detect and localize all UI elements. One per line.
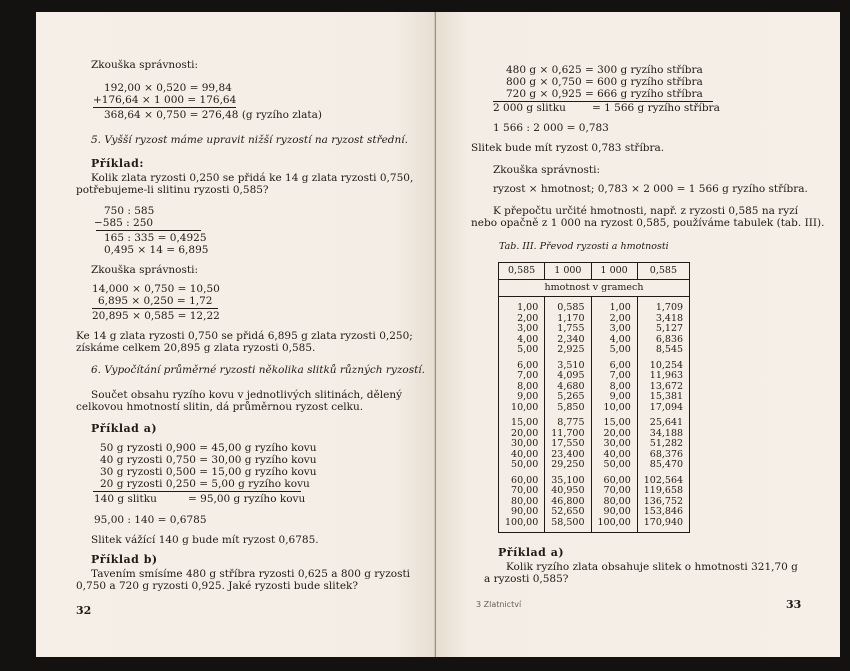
text-line: 0,750 a 720 g ryzosti 0,925. Jaké ryzosti bude slitek? — [76, 580, 359, 592]
page-number: 32 — [76, 604, 92, 617]
table-cell: 46,800 — [545, 497, 591, 508]
table-cell: 15,00 — [499, 413, 545, 429]
calc-line: 40 g ryzosti 0,750 = 30,00 g ryzího kovu — [100, 454, 317, 466]
text-line: K přepočtu určité hmotnosti, např. z ryzosti 0,585 na ryzí — [493, 205, 799, 217]
table-caption: Tab. III. Převod ryzosti a hmotnosti — [499, 241, 669, 252]
table-cell: 15,00 — [591, 413, 637, 429]
table-cell: 40,950 — [545, 486, 591, 497]
table-header-cell: 1 000 — [591, 263, 637, 280]
table-cell: 80,00 — [591, 497, 637, 508]
text-line: Zkouška správnosti: — [493, 164, 600, 176]
text-line: a ryzosti 0,585? — [484, 573, 569, 585]
table-row — [499, 486, 690, 497]
sum-rule — [96, 230, 201, 231]
table-cell: 136,752 — [637, 497, 689, 508]
table-cell: 50,00 — [499, 460, 545, 471]
table-cell: 2,925 — [545, 345, 591, 356]
table-cell: 5,850 — [545, 403, 591, 414]
table-cell: 6,836 — [637, 335, 689, 346]
text-line: Kolik ryzího zlata obsahuje slitek o hmotnosti 321,70 g — [506, 561, 798, 573]
table-cell: 3,00 — [499, 324, 545, 335]
table-row — [499, 345, 690, 356]
table-cell: 4,095 — [545, 371, 591, 382]
table-cell: 30,00 — [499, 439, 545, 450]
table-cell: 1,755 — [545, 324, 591, 335]
table-subheader-cell: hmotnost v gramech — [499, 280, 690, 297]
table-cell: 17,094 — [637, 403, 689, 414]
table-cell: 34,188 — [637, 429, 689, 440]
calc-line: −585 : 250 — [94, 217, 154, 229]
table-row — [499, 460, 690, 471]
table-cell: 85,470 — [637, 460, 689, 471]
table-cell: 90,00 — [591, 507, 637, 518]
table-cell: 70,00 — [499, 486, 545, 497]
text-line: Ke 14 g zlata ryzosti 0,750 se přidá 6,895 g zlata ryzosti 0,250; — [76, 330, 413, 342]
calc-line: 50 g ryzosti 0,900 = 45,00 g ryzího kovu — [100, 442, 317, 454]
text-line: potřebujeme-li slitinu ryzosti 0,585? — [76, 184, 269, 196]
calc-line: 2 000 g slitku — [493, 102, 566, 114]
calc-line: = 95,00 g ryzího kovu — [188, 493, 306, 505]
calc-line: 20,895 × 0,585 = 12,22 — [92, 310, 220, 322]
calc-line: 95,00 : 140 = 0,6785 — [94, 514, 207, 526]
table-cell: 7,00 — [499, 371, 545, 382]
table-row — [499, 297, 690, 314]
table-subheader-row — [499, 280, 690, 297]
table-cell: 60,00 — [499, 471, 545, 487]
calc-line: 1 566 : 2 000 = 0,783 — [493, 122, 609, 134]
left-page — [36, 12, 435, 657]
calc-line: 800 g × 0,750 = 600 g ryzího stříbra — [506, 76, 703, 88]
table-cell: 80,00 — [499, 497, 545, 508]
table-cell: 9,00 — [499, 392, 545, 403]
example-heading: Příklad b) — [91, 553, 158, 566]
page-number: 33 — [786, 598, 802, 611]
table-row — [499, 371, 690, 382]
calc-line: 14,000 × 0,750 = 10,50 — [92, 283, 220, 295]
table-cell: 3,510 — [545, 356, 591, 372]
calc-line: 30 g ryzosti 0,500 = 15,00 g ryzího kovu — [100, 466, 317, 478]
text-line: Zkouška správnosti: — [91, 59, 198, 71]
table-row — [499, 507, 690, 518]
table-cell: 119,658 — [637, 486, 689, 497]
table-cell: 50,00 — [591, 460, 637, 471]
table-cell: 0,585 — [545, 297, 591, 314]
table-cell: 102,564 — [637, 471, 689, 487]
sum-rule — [93, 107, 236, 108]
text-line: získáme celkem 20,895 g zlata ryzosti 0,585. — [76, 342, 316, 354]
conversion-table — [498, 262, 690, 533]
calc-line: 165 : 335 = 0,4925 — [104, 232, 207, 244]
table-cell: 6,00 — [499, 356, 545, 372]
text-line: celkovou hmotností slitin, dá průměrnou ryzost celku. — [76, 401, 364, 413]
table-cell: 3,00 — [591, 324, 637, 335]
table-cell: 1,709 — [637, 297, 689, 314]
table-cell: 60,00 — [591, 471, 637, 487]
table-cell: 2,00 — [591, 314, 637, 325]
table-cell: 9,00 — [591, 392, 637, 403]
text-line: Slitek vážící 140 g bude mít ryzost 0,6785. — [91, 534, 319, 546]
calc-line: 720 g × 0,925 = 666 g ryzího stříbra — [506, 88, 703, 100]
table-cell: 153,846 — [637, 507, 689, 518]
table-cell: 3,418 — [637, 314, 689, 325]
text-line: Kolik zlata ryzosti 0,250 se přidá ke 14 g zlata ryzosti 0,750, — [91, 172, 414, 184]
table-cell: 10,00 — [591, 403, 637, 414]
table-cell: 40,00 — [591, 450, 637, 461]
table-cell: 4,00 — [499, 335, 545, 346]
table-cell: 1,00 — [499, 297, 545, 314]
table-row — [499, 471, 690, 487]
calc-line: 0,495 × 14 = 6,895 — [104, 244, 209, 256]
table-header-row — [499, 263, 690, 280]
table-header-cell: 1 000 — [545, 263, 591, 280]
example-heading: Příklad a) — [498, 546, 565, 559]
footer-note: 3 Zlatnictví — [476, 600, 522, 609]
text-line: Tavením smísíme 480 g stříbra ryzosti 0,625 a 800 g ryzosti — [91, 568, 411, 580]
table-cell: 2,340 — [545, 335, 591, 346]
table-cell: 6,00 — [591, 356, 637, 372]
calc-line: 140 g slitku — [94, 493, 157, 505]
table-header-cell: 0,585 — [499, 263, 545, 280]
table-row — [499, 518, 690, 533]
text-line: Zkouška správnosti: — [91, 264, 198, 276]
table-cell: 5,127 — [637, 324, 689, 335]
table-cell: 2,00 — [499, 314, 545, 325]
table-cell: 25,641 — [637, 413, 689, 429]
table-cell: 35,100 — [545, 471, 591, 487]
table-cell: 4,680 — [545, 382, 591, 393]
table-cell: 13,672 — [637, 382, 689, 393]
table-cell: 30,00 — [591, 439, 637, 450]
text-line: Součet obsahu ryzího kovu v jednotlivých slitinách, dělený — [91, 389, 403, 401]
table-cell: 100,00 — [591, 518, 637, 533]
table-cell: 1,00 — [591, 297, 637, 314]
example-heading: Příklad: — [91, 157, 144, 170]
calc-line: 480 g × 0,625 = 300 g ryzího stříbra — [506, 64, 703, 76]
table-cell: 51,282 — [637, 439, 689, 450]
sum-rule — [93, 491, 301, 492]
table-cell: 5,00 — [591, 345, 637, 356]
table-cell: 1,170 — [545, 314, 591, 325]
text-line: nebo opačně z 1 000 na ryzost 0,585, používáme tabulek (tab. III). — [471, 217, 825, 229]
table-cell: 68,376 — [637, 450, 689, 461]
table-cell: 4,00 — [591, 335, 637, 346]
table-row — [499, 324, 690, 335]
table-cell: 10,254 — [637, 356, 689, 372]
table-cell: 70,00 — [591, 486, 637, 497]
table-row — [499, 403, 690, 414]
table-cell: 7,00 — [591, 371, 637, 382]
calc-line: 368,64 × 0,750 = 276,48 (g ryzího zlata) — [104, 109, 322, 121]
table-row — [499, 356, 690, 372]
table-cell: 52,650 — [545, 507, 591, 518]
table-cell: 58,500 — [545, 518, 591, 533]
table-cell: 5,265 — [545, 392, 591, 403]
table-cell: 29,250 — [545, 460, 591, 471]
table-cell: 11,700 — [545, 429, 591, 440]
table-row — [499, 439, 690, 450]
calc-line: ryzost × hmotnost; 0,783 × 2 000 = 1 566 g ryzího stříbra. — [493, 183, 808, 195]
sum-rule — [92, 308, 218, 309]
table-cell: 8,545 — [637, 345, 689, 356]
calc-line: = 1 566 g ryzího stříbra — [592, 102, 720, 114]
calc-line: 6,895 × 0,250 = 1,72 — [98, 295, 213, 307]
table-cell: 8,775 — [545, 413, 591, 429]
table-cell: 100,00 — [499, 518, 545, 533]
calc-line: 192,00 × 0,520 = 99,84 — [104, 82, 232, 94]
right-page — [436, 12, 840, 657]
table-cell: 10,00 — [499, 403, 545, 414]
table-header-cell: 0,585 — [637, 263, 689, 280]
example-heading: Příklad a) — [91, 422, 158, 435]
table-cell: 15,381 — [637, 392, 689, 403]
table-cell: 20,00 — [591, 429, 637, 440]
table-cell: 40,00 — [499, 450, 545, 461]
table-row — [499, 413, 690, 429]
section-heading: 5. Vyšší ryzost máme upravit nižší ryzostí na ryzost střední. — [91, 134, 408, 146]
table-cell: 17,550 — [545, 439, 591, 450]
table-cell: 90,00 — [499, 507, 545, 518]
calc-line: +176,64 × 1 000 = 176,64 — [93, 94, 237, 106]
table-cell: 20,00 — [499, 429, 545, 440]
table-cell: 8,00 — [499, 382, 545, 393]
calc-line: 750 : 585 — [104, 205, 155, 217]
table-row — [499, 392, 690, 403]
table-cell: 8,00 — [591, 382, 637, 393]
table-cell: 11,963 — [637, 371, 689, 382]
text-line: Slitek bude mít ryzost 0,783 stříbra. — [471, 142, 665, 154]
calc-line: 20 g ryzosti 0,250 = 5,00 g ryzího kovu — [100, 478, 310, 490]
section-heading: 6. Vypočítání průměrné ryzosti několika slitků různých ryzostí. — [91, 364, 426, 376]
table-cell: 170,940 — [637, 518, 689, 533]
table-cell: 23,400 — [545, 450, 591, 461]
table-cell: 5,00 — [499, 345, 545, 356]
